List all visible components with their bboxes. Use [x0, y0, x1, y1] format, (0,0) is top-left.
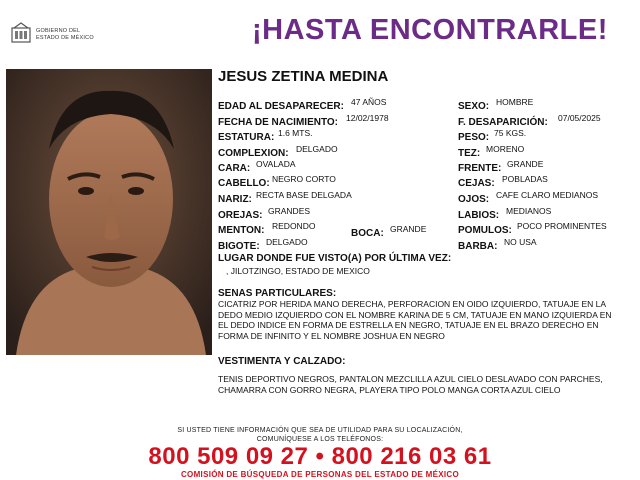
field-fecha-desaparicion: F. DESAPARICIÓN: 07/05/2025 — [458, 113, 601, 128]
field-sexo: SEXO: HOMBRE — [458, 97, 534, 112]
field-nariz: NARIZ: RECTA BASE DELGADA — [218, 190, 352, 205]
field-edad: EDAD AL DESAPARECER: 47 AÑOS — [218, 97, 387, 112]
field-complexion: COMPLEXION: DELGADO — [218, 144, 338, 159]
person-name: JESUS ZETINA MEDINA — [218, 68, 389, 85]
person-photo — [6, 69, 212, 355]
field-pomulos: POMULOS: POCO PROMINENTES — [458, 221, 607, 236]
field-boca: BOCA: GRANDE — [351, 224, 427, 239]
field-ojos: OJOS: CAFE CLARO MEDIANOS — [458, 190, 599, 205]
field-cejas: CEJAS: POBLADAS — [458, 174, 548, 189]
field-fecha-nacimiento: FECHA DE NACIMIENTO: 12/02/1978 — [218, 113, 389, 128]
field-cara: CARA: OVALADA — [218, 159, 296, 174]
field-cabello: CABELLO: NEGRO CORTO — [218, 174, 336, 189]
field-bigote: BIGOTE: DELGADO — [218, 237, 308, 252]
senas-value: CICATRIZ POR HERIDA MANO DERECHA, PERFORACION EN OIDO IZQUIERDO, TATUAJE EN LA DEDO MEDIO IZQUIERDO CON EL NOMBRE KARINA DE 5 CM, TATUAJE EN MANO IZQUIERDA EN EL DEDO INDICE EN FORMA DE ESTRELLA EN NEGRO, TATUAJE EN EL BRAZO DERECHO EN FORMA DE INFINITO Y EL NOMBRE JOSHUA EN NEGRO — [218, 299, 612, 341]
field-barba: BARBA: NO USA — [458, 237, 537, 252]
vestimenta-label: VESTIMENTA Y CALZADO: — [218, 356, 346, 367]
headline: ¡HASTA ENCONTRARLE! — [252, 14, 608, 46]
lugar-label: LUGAR DONDE FUE VISTO(A) POR ÚLTIMA VEZ: — [218, 253, 452, 264]
field-peso: PESO: 75 KGS. — [458, 128, 527, 143]
field-menton: MENTON: REDONDO — [218, 221, 316, 236]
government-logo — [10, 20, 120, 50]
government-seal-icon — [10, 22, 32, 44]
field-tez: TEZ: MORENO — [458, 144, 525, 159]
logo-text: GOBIERNO DEL ESTADO DE MÉXICO — [36, 28, 94, 41]
phone-numbers[interactable]: 800 509 09 27 • 800 216 03 61 — [148, 443, 492, 470]
field-estatura: ESTATURA: 1.6 MTS. — [218, 128, 313, 143]
lugar-value: , JILOTZINGO, ESTADO DE MEXICO — [226, 266, 370, 276]
field-orejas: OREJAS: GRANDES — [218, 206, 311, 221]
footer-note: SI USTED TIENE INFORMACIÓN QUE SEA DE UTILIDAD PARA SU LOCALIZACIÓN, COMUNÍQUESE A LOS TELÉFONOS: — [177, 427, 463, 443]
field-labios: LABIOS: MEDIANOS — [458, 206, 552, 221]
senas-label: SENAS PARTICULARES: — [218, 288, 337, 299]
commission-name: COMISIÓN DE BÚSQUEDA DE PERSONAS DEL ESTADO DE MÉXICO — [180, 470, 459, 479]
field-frente: FRENTE: GRANDE — [458, 159, 544, 174]
vestimenta-value: TENIS DEPORTIVO NEGROS, PANTALON MEZCLILLA AZUL CIELO DESLAVADO CON PARCHES, CHAMARRA CON GORRO NEGRA, PLAYERA TIPO POLO MANGA CORTA AZUL CIELO — [218, 374, 603, 395]
